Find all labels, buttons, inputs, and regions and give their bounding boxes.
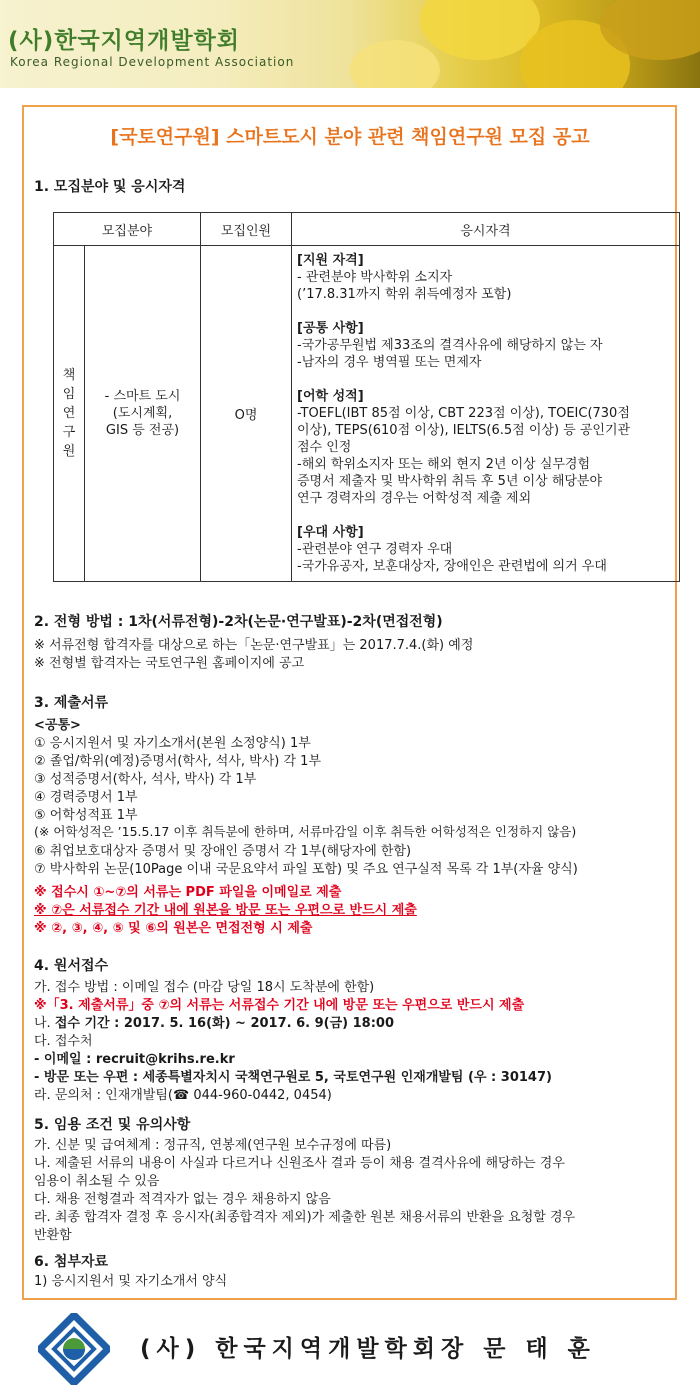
flower-decoration [350, 40, 440, 88]
category-char: 구 [62, 425, 76, 440]
header-count: 모집인원 [201, 213, 292, 246]
qual-line: (’17.8.31까지 학위 취득예정자 포함) [297, 287, 512, 302]
table-header-row [54, 213, 680, 246]
section5-heading: 5. 임용 조건 및 유의사항 [34, 1117, 191, 1133]
document-item: ④ 경력증명서 1부 [34, 790, 138, 805]
qual-line: -관련분야 연구 경력자 우대 [297, 542, 453, 557]
field-line: - 스마트 도시 [104, 389, 181, 404]
category-char: 임 [62, 387, 76, 402]
header-qualification: 응시자격 [292, 213, 680, 246]
section3-subheading: <공통> [34, 718, 81, 733]
period-value: 접수 기간 : 2017. 5. 16(화) ~ 2017. 6. 9(금) 18:00 [54, 1016, 395, 1031]
qual-line: 점수 인정 [297, 440, 352, 455]
qual-heading: [우대 사항] [297, 525, 364, 540]
document-item: ③ 성적증명서(학사, 석사, 박사) 각 1부 [34, 772, 257, 787]
qual-heading: [어학 성적] [297, 389, 364, 404]
document-item: ⑤ 어학성적표 1부 [34, 808, 138, 823]
condition-line: 가. 신분 및 급여체계 : 정규직, 연봉제(연구원 보수규정에 따름) [34, 1138, 392, 1153]
section2-line: ※ 서류전형 합격자를 대상으로 하는「논문·연구발표」는 2017.7.4.(화) 예정 [34, 638, 474, 653]
submission-alert: ※ ⑦은 서류접수 기간 내에 원본을 방문 또는 우편으로 반드시 제출 [34, 903, 417, 918]
qual-line: 이상), TEPS(610점 이상), IELTS(6.5점 이상) 등 공인기관 [297, 423, 631, 438]
count-cell: O명 [201, 246, 292, 582]
section6-heading: 6. 첨부자료 [34, 1254, 109, 1270]
field-line: GIS 등 전공) [105, 423, 180, 438]
condition-line: 나. 제출된 서류의 내용이 사실과 다르거나 신원조사 결과 등이 채용 결격사유에 해당하는 경우 [34, 1156, 565, 1171]
document-item: ② 졸업/학위(예정)증명서(학사, 석사, 박사) 각 1부 [34, 754, 322, 769]
category-label [55, 366, 83, 461]
qual-line: 증명서 제출자 및 박사학위 취득 후 5년 이상 해당분야 [297, 474, 603, 489]
condition-line: 반환함 [34, 1228, 72, 1243]
condition-line: 임용이 취소될 수 있음 [34, 1174, 160, 1189]
document-item: ⑦ 박사학위 논문(10Page 이내 국문요약서 파일 포함) 및 주요 연구실적 목록 각 1부(자율 양식) [34, 862, 578, 877]
document-item: ① 응시지원서 및 자기소개서(본원 소정양식) 1부 [34, 736, 311, 751]
qual-line: - 관련분야 박사학위 소지자 [297, 270, 453, 285]
document-item: ⑥ 취업보호대상자 증명서 및 장애인 증명서 각 1부(해당자에 한함) [34, 844, 412, 859]
category-char: 책 [62, 368, 76, 383]
org-name-english: Korea Regional Development Association [10, 55, 295, 69]
table-row [54, 246, 680, 582]
qual-line: 연구 경력자의 경우는 어학성적 제출 제외 [297, 491, 532, 506]
category-char: 연 [62, 406, 76, 421]
application-address: - 방문 또는 우편 : 세종특별자치시 국책연구원로 5, 국토연구원 인재개발팀 (우 : 30147) [34, 1070, 552, 1085]
section3-heading: 3. 제출서류 [34, 695, 109, 711]
application-note: ※「3. 제출서류」중 ⑦의 서류는 서류접수 기간 내에 방문 또는 우편으로 반드시 제출 [34, 998, 525, 1013]
signature: (사) 한국지역개발학회장 문 태 훈 [140, 1336, 596, 1362]
application-method: 가. 접수 방법 : 이메일 접수 (마감 당일 18시 도착분에 한함) [34, 980, 375, 995]
submission-alert: ※ ②, ③, ④, ⑤ 및 ⑥의 원본은 면접전형 시 제출 [34, 921, 313, 936]
condition-line: 라. 최종 합격자 결정 후 응시자(최종합격자 제외)가 제출한 원본 채용서류의 반환을 요청할 경우 [34, 1210, 576, 1225]
period-prefix: 나. [34, 1016, 55, 1031]
header-field: 모집분야 [54, 213, 201, 246]
section2-line: ※ 전형별 합격자는 국토연구원 홈페이지에 공고 [34, 656, 305, 671]
qual-line: -국가유공자, 보훈대상자, 장애인은 관련법에 의거 우대 [297, 559, 607, 574]
qual-heading: [지원 자격] [297, 253, 364, 268]
qual-line: -남자의 경우 병역필 또는 면제자 [297, 355, 482, 370]
qual-line: -국가공무원법 제33조의 결격사유에 해당하지 않는 자 [297, 338, 603, 353]
recruitment-table [53, 212, 680, 582]
qual-line: -TOEFL(IBT 85점 이상, CBT 223점 이상), TOEIC(730점 [297, 406, 630, 421]
qual-line: -해외 학위소지자 또는 해외 현지 2년 이상 실무경험 [297, 457, 591, 472]
attachment-line: 1) 응시지원서 및 자기소개서 양식 [34, 1274, 228, 1289]
field-cell [85, 246, 201, 582]
qualification-cell [292, 246, 680, 582]
field-line: (도시계획, [112, 406, 173, 421]
header-banner [0, 0, 700, 88]
section1-heading: 1. 모집분야 및 응시자격 [34, 179, 186, 195]
notice-title: [국토연구원] 스마트도시 분야 관련 책임연구원 모집 공고 [110, 126, 590, 148]
application-email: - 이메일 : recruit@krihs.re.kr [34, 1052, 235, 1067]
section4-heading: 4. 원서접수 [34, 958, 109, 974]
condition-line: 다. 채용 전형결과 적격자가 없는 경우 채용하지 않음 [34, 1192, 331, 1207]
application-period [34, 1012, 394, 1031]
application-place: 다. 접수처 [34, 1034, 93, 1049]
category-cell [54, 246, 85, 582]
association-logo-icon [38, 1313, 110, 1385]
submission-alert: ※ 접수시 ①~⑦의 서류는 PDF 파일을 이메일로 제출 [34, 885, 342, 900]
document-note: (※ 어학성적은 ’15.5.17 이후 취득분에 한하며, 서류마감일 이후 취득한 어학성적은 인정하지 않음) [34, 824, 577, 839]
category-char: 원 [62, 444, 76, 459]
org-name-korean: (사)한국지역개발학회 [8, 28, 240, 54]
qual-heading: [공통 사항] [297, 321, 364, 336]
contact-info: 라. 문의처 : 인재개발팀(☎ 044-960-0442, 0454) [34, 1088, 332, 1103]
section2-heading: 2. 전형 방법 : 1차(서류전형)-2차(논문·연구발표)-2차(면접전형) [34, 614, 443, 630]
